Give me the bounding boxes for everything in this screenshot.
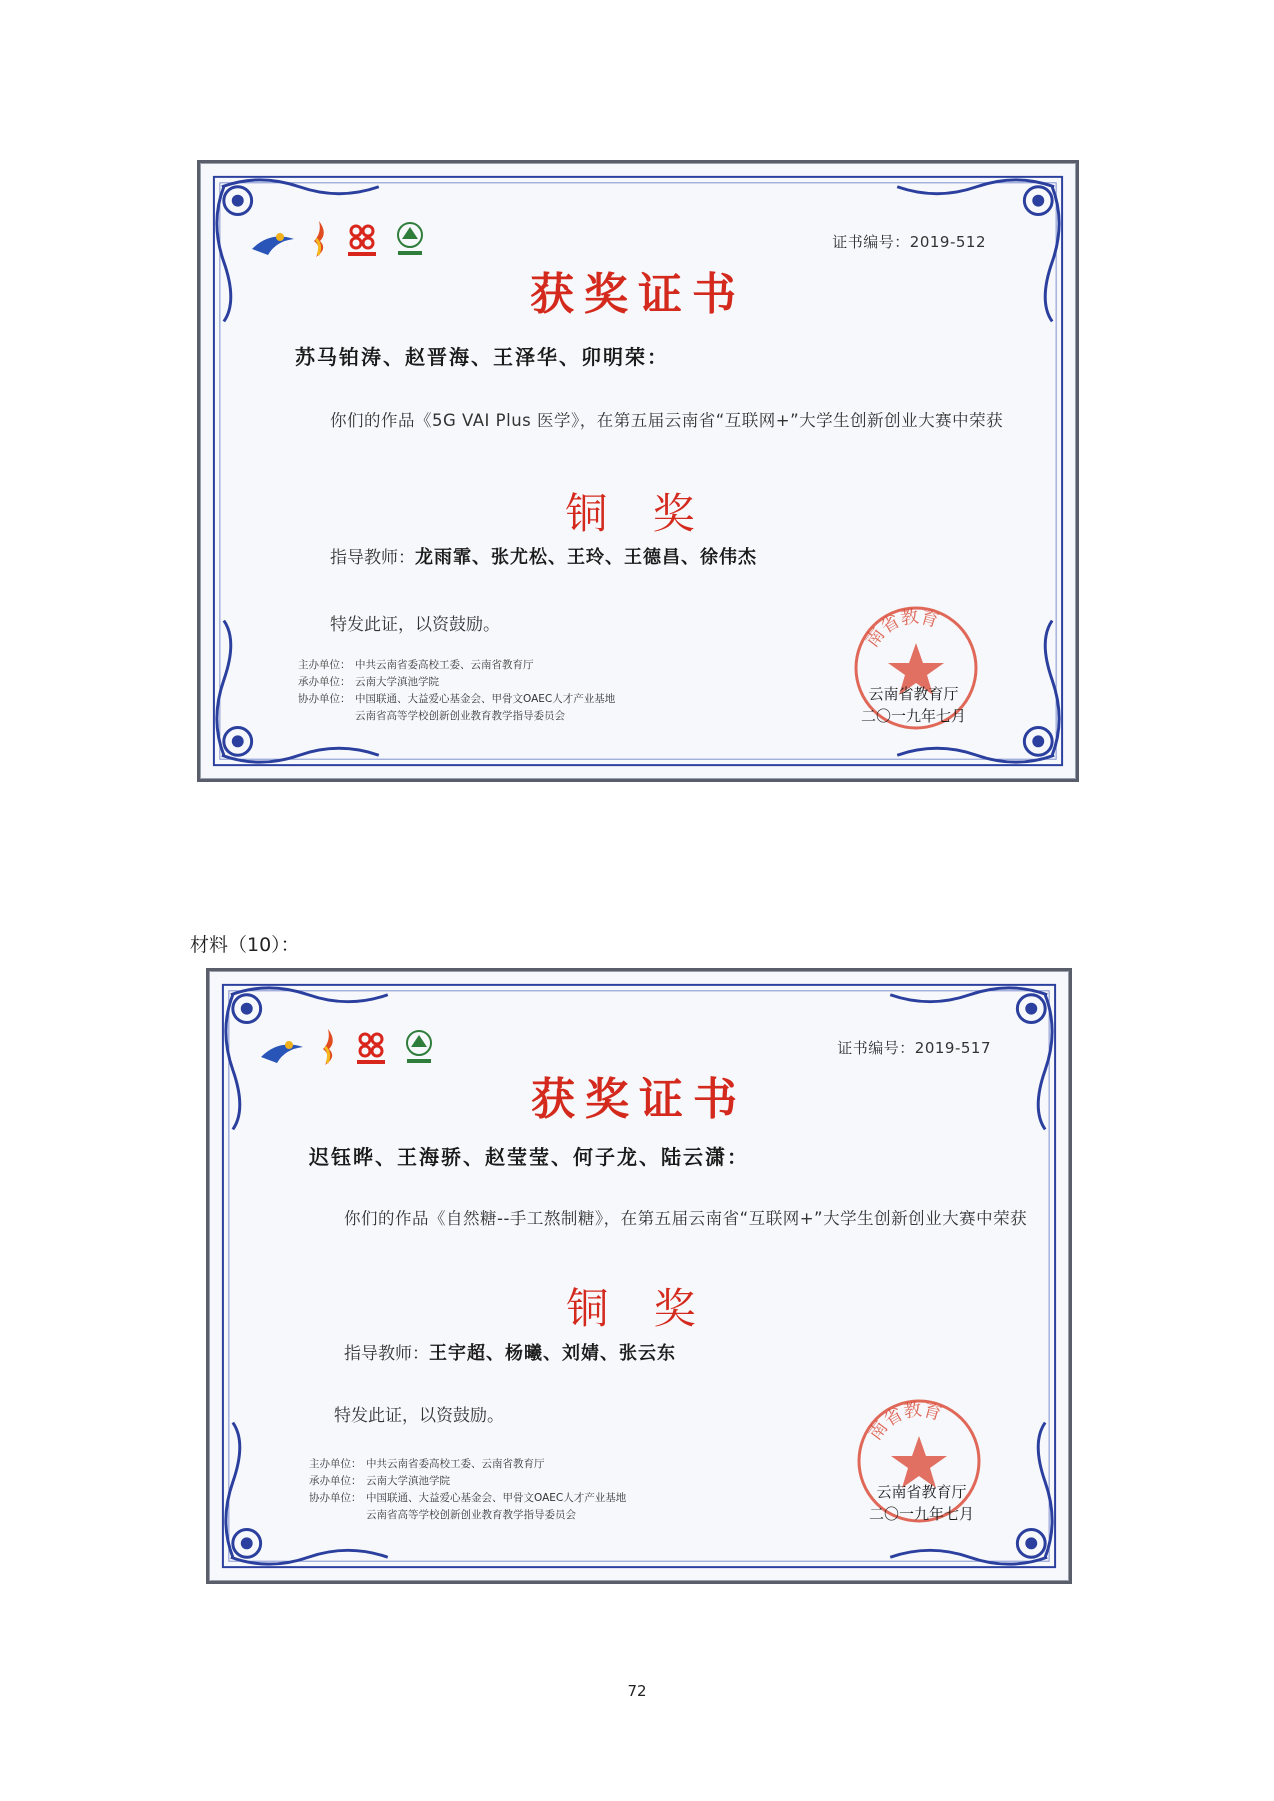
flame-logo [317, 1027, 339, 1067]
award-description: 你们的作品《5G VAI Plus 医学》，在第五届云南省“互联网+”大学生创新创业大赛中荣获 [330, 411, 1004, 430]
competition-logo [250, 229, 296, 259]
advisors-label: 指导教师： [330, 548, 415, 568]
organizer-row: 云南省高等学校创新创业教育教学指导委员会 [366, 1509, 576, 1521]
organizers [309, 1456, 626, 1524]
page-number: 72 [627, 1682, 647, 1700]
certificate-title: 获奖证书 [531, 1074, 747, 1125]
china-unicom-logo [351, 1027, 391, 1067]
issuer-block [869, 1481, 974, 1525]
organizers [298, 657, 615, 725]
issue-date: 二〇一九年七月 [860, 707, 966, 725]
issuer-block [861, 683, 966, 727]
organizer-row: 承办单位： 云南大学滇池学院 [309, 1475, 450, 1487]
award-level: 铜 奖 [566, 1284, 712, 1333]
certificate-1 [197, 160, 1079, 782]
recipients: 迟钰晔、王海骄、赵莹莹、何子龙、陆云潇： [309, 1145, 749, 1169]
advisors-names: 龙雨霏、张尤松、王玲、王德昌、徐伟杰 [415, 547, 757, 568]
certificate-number: 证书编号：2019-517 [837, 1039, 991, 1057]
closing-text: 特发此证，以资鼓励。 [334, 1406, 504, 1426]
certificate-number: 证书编号：2019-512 [832, 233, 986, 251]
recipients: 苏马铂涛、赵晋海、王泽华、卯明荣： [295, 345, 669, 369]
organizer-row: 主办单位： 中共云南省委高校工委、云南省教育厅 [298, 659, 534, 671]
organizer-row: 主办单位： 中共云南省委高校工委、云南省教育厅 [309, 1458, 545, 1470]
dianchi-college-logo [394, 221, 426, 259]
advisors-label: 指导教师： [344, 1344, 429, 1364]
china-unicom-logo [342, 219, 382, 259]
issue-date: 二〇一九年七月 [868, 1505, 974, 1523]
flame-logo [308, 219, 330, 259]
award-level: 铜 奖 [565, 489, 711, 538]
certificate-title: 获奖证书 [530, 269, 746, 320]
sponsor-logos [250, 215, 426, 259]
advisors-line [330, 543, 757, 569]
award-description: 你们的作品《自然糖--手工熬制糖》，在第五届云南省“互联网+”大学生创新创业大赛中荣获 [344, 1209, 1028, 1228]
svg-text:南省教育: 南省教育 [864, 1399, 944, 1445]
closing-text: 特发此证，以资鼓励。 [330, 615, 500, 635]
organizer-row: 协办单位： 中国联通、大益爱心基金会、甲骨文OAEC人才产业基地 [309, 1492, 627, 1504]
svg-text:南省教育: 南省教育 [861, 606, 941, 652]
dianchi-college-logo [403, 1029, 435, 1067]
issuer-name: 云南省教育厅 [868, 685, 959, 703]
organizer-row: 云南省高等学校创新创业教育教学指导委员会 [355, 710, 565, 722]
advisors-line [344, 1339, 676, 1365]
issuer-name: 云南省教育厅 [876, 1483, 967, 1501]
certificate-2 [206, 968, 1072, 1584]
organizer-row: 协办单位： 中国联通、大益爱心基金会、甲骨文OAEC人才产业基地 [298, 693, 616, 705]
organizer-row: 承办单位： 云南大学滇池学院 [298, 676, 439, 688]
advisors-names: 王宇超、杨曦、刘婧、张云东 [429, 1343, 676, 1364]
sponsor-logos [259, 1023, 435, 1067]
material-caption: 材料（10）： [190, 934, 300, 956]
